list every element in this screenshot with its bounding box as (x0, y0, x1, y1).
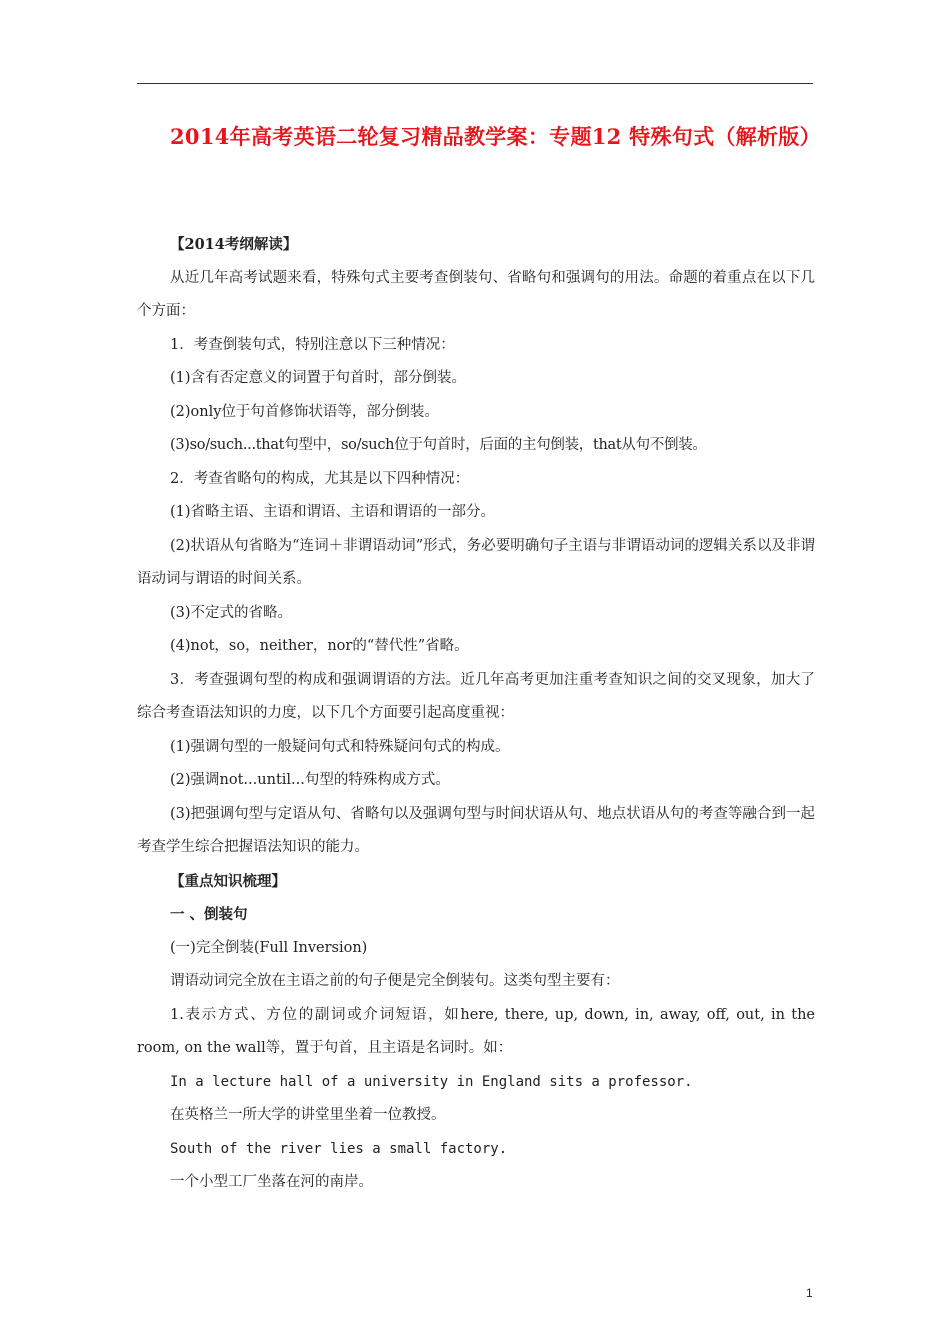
paragraph: (1)强调句型的一般疑问句式和特殊疑问句式的构成。 (170, 738, 510, 755)
paragraph: (2)强调not...until...句型的特殊构成方式。 (170, 772, 450, 788)
paragraph: (2)only位于句首修饰状语等，部分倒装。 (170, 403, 439, 420)
example-translation: 一个小型工厂坐落在河的南岸。 (170, 1174, 373, 1190)
example-sentence: In a lecture hall of a university in England sits a professor. (170, 1073, 693, 1090)
header-rule (137, 83, 813, 84)
section-heading-key-points: 【重点知识梳理】 (170, 872, 286, 890)
paragraph: (1)省略主语、主语和谓语、主语和谓语的一部分。 (170, 504, 496, 520)
paragraph: (2)状语从句省略为“连词＋非谓语动词”形式，务必要明确句子主语与非谓语动词的逻辑关系以及非谓语动词与谓语的时间关系。 (137, 537, 815, 587)
page-number: 1 (806, 1286, 813, 1300)
paragraph: 1.表示方式、方位的副词或介词短语，如here, there, up, down, in, away, off, out, in the room, on the wall等，置于句首，且主语是名词时。如： (137, 1006, 815, 1056)
paragraph: (4)not，so，neither，nor的“替代性”省略。 (170, 638, 469, 654)
paragraph: 从近几年高考试题来看，特殊句式主要考查倒装句、省略句和强调句的用法。命题的着重点在以下几个方面： (137, 269, 815, 319)
section-heading-syllabus: 【2014考纲解读】 (170, 236, 298, 253)
paragraph: (3)so/such...that句型中，so/such位于句首时，后面的主句倒装，that从句不倒装。 (170, 437, 707, 453)
paragraph: 2．考查省略句的构成，尤其是以下四种情况： (170, 470, 470, 487)
example-translation: 在英格兰一所大学的讲堂里坐着一位教授。 (170, 1107, 446, 1123)
paragraph: 谓语动词完全放在主语之前的句子便是完全倒装句。这类句型主要有： (170, 973, 620, 989)
paragraph: (3)把强调句型与定语从句、省略句以及强调句型与时间状语从句、地点状语从句的考查等融合到一起考查学生综合把握语法知识的能力。 (137, 805, 815, 855)
paragraph: (1)含有否定意义的词置于句首时，部分倒装。 (170, 370, 467, 386)
example-sentence: South of the river lies a small factory. (170, 1140, 508, 1157)
paragraph: (一)完全倒装(Full Inversion) (170, 939, 368, 956)
subsection-heading-inversion: 一 、倒装句 (170, 906, 248, 923)
paragraph: (3)不定式的省略。 (170, 604, 293, 621)
document-title: 2014年高考英语二轮复习精品教学案：专题12 特殊句式（解析版） (170, 124, 821, 149)
document-body (137, 228, 815, 1200)
paragraph: 3．考查强调句型的构成和强调谓语的方法。近几年高考更加注重考查知识之间的交叉现象，加大了综合考查语法知识的力度，以下几个方面要引起高度重视： (137, 671, 815, 721)
paragraph: 1．考查倒装句式，特别注意以下三种情况： (170, 336, 455, 353)
